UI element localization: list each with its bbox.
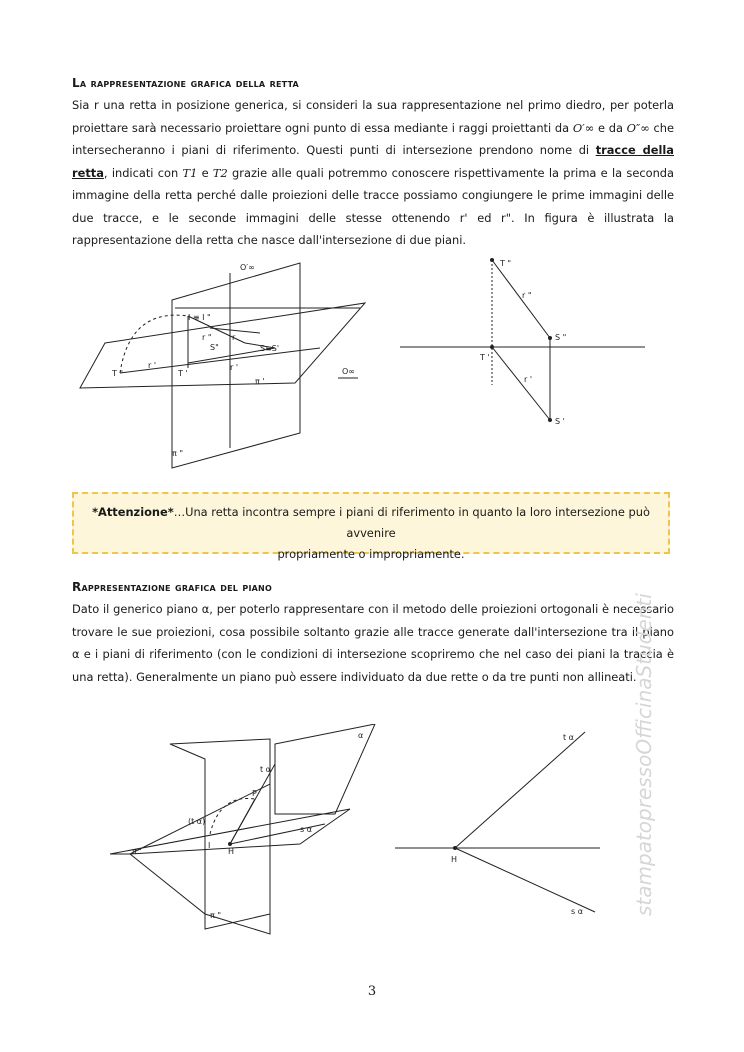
label-pi2: π " [210, 911, 222, 920]
o-second-inf: O″∞ [626, 120, 650, 135]
watermark: stampatopressoOfficinaStudenti [632, 593, 656, 916]
label-H: H [228, 847, 235, 856]
label-I: I ≡ I " [188, 313, 211, 322]
label-P: P [252, 789, 257, 798]
label-t-alpha: t α [563, 733, 574, 742]
section-heading-retta: La rappresentazione grafica della retta [72, 76, 299, 90]
label-S2: S" [210, 343, 219, 352]
figure-retta-proiezioni [400, 250, 650, 430]
label-T2: T " [112, 369, 124, 378]
label-T2: T " [500, 259, 512, 268]
label-H: H [451, 855, 458, 864]
callout-bold: *Attenzione* [92, 505, 174, 519]
label-r1b: r ' [230, 363, 239, 372]
label-s-alpha: s α [571, 907, 583, 916]
tracce-link: tracce della retta [72, 143, 674, 180]
label-o-inf-right: O∞ [342, 367, 355, 376]
paragraph-retta: Sia r una retta in posizione generica, si consideri la sua rappresentazione nel primo diedro, per poterla proiettare sarà necessario proiettare ogni punto di essa mediante i raggi proiettanti da O′∞ e da O″∞ che intersecheranno i piani di riferimento. Questi punti di intersezione prendono nome di tracce della retta, indicati con T1 e T2 grazie alle quali potremmo conoscere rispettivamente la prima e la seconda immagine della retta perché dalle proiezioni delle tracce possiamo congiungere le prime immagini delle due tracce, e le seconde immagini delle stesse ottenendo r' ed r". In figura è illustrata la rappresentazione della retta che nasce dall'intersezione di due piani. [72, 98, 674, 247]
label-o-inf-top: O′∞ [240, 263, 255, 272]
label-t-alpha: t α [260, 765, 271, 774]
callout-line1: *Attenzione*…Una retta incontra sempre i piani di riferimento in quanto la loro intersezione può avvenire [92, 505, 650, 540]
label-T1: T ' [178, 369, 188, 378]
label-pi1: π ' [255, 377, 265, 386]
label-SS: S≡S' [260, 344, 280, 353]
t2-symbol: T2 [212, 165, 228, 180]
label-pi2: π " [172, 449, 184, 458]
figure-retta-3d [60, 248, 380, 478]
page-number: 3 [367, 984, 377, 999]
label-r2: r " [202, 333, 212, 342]
label-t-alpha-paren: (t α) [188, 817, 206, 826]
section-heading-piano: Rappresentazione grafica del piano [72, 580, 272, 594]
attention-callout [72, 492, 670, 561]
label-s-alpha: s α [300, 825, 312, 834]
label-T1: T ' [480, 353, 490, 362]
callout-line2: propriamente o impropriamente. [277, 547, 465, 561]
label-r2: r " [522, 291, 532, 300]
label-r1: r ' [524, 375, 533, 384]
label-r1: r ' [148, 361, 157, 370]
label-r: r [232, 333, 236, 342]
paragraph-piano: Dato il generico piano α, per poterlo rappresentare con il metodo delle proiezioni ortogonali è necessario trovare le sue proiezioni, cosa possibile soltanto grazie alle tracce generate dall'intersezione tra il piano α e i piani di riferimento (con le condizioni di intersezione scopriremo che nel caso dei piani la traccia è una retta). Generalmente un piano può essere individuato da due rette o da tre punti non allineati. [72, 602, 674, 684]
figure-piano-tracce [395, 724, 615, 924]
label-S2: S " [555, 333, 567, 342]
o-prime-inf: O′∞ [572, 120, 595, 135]
label-alpha: α [358, 731, 364, 740]
label-S1: S ' [555, 417, 565, 426]
label-pi1: π ' [132, 847, 142, 856]
label-I: I [208, 841, 211, 850]
figure-piano-3d [110, 724, 390, 944]
t1-symbol: T1 [182, 165, 198, 180]
